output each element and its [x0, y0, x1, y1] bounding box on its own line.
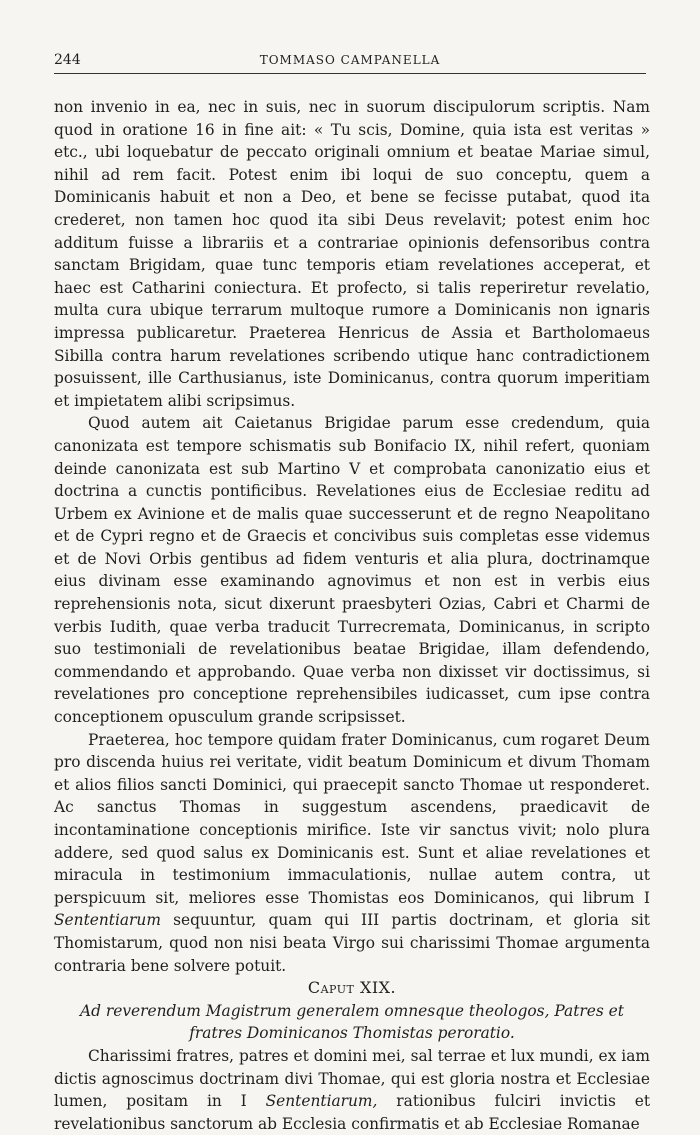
chapter-subtitle: Ad reverendum Magistrum generalem omnesque theologos, Patres et fratres Dominicanos Thomistas peroratio. — [80, 1001, 624, 1043]
paragraph-4 — [54, 1045, 650, 1135]
running-head: TOMMASO CAMPANELLA — [259, 53, 441, 67]
paragraph-4-italic: Sententiarum, — [265, 1092, 378, 1111]
paragraph-2: Quod autem ait Caietanus Brigidae parum esse credendum, quia canonizata est tempore schismatis sub Bonifacio IX, nihil refert, quoniam deinde canonizata est sub Martino V et comprobata canonizatio eius et doctrina a cunctis pontificibus. Revelationes eius de Ecclesiae reditu ad Urbem ex Avinione et de malis quae successerunt et de regno Neapolitano et de Cypri regno et de Graecis et concivibus suis completas esse videmus et de Novi Orbis gentibus ad fidem venturis et alia plura, doctrinamque eius divinam esse examinando agnovimus et non est in verbis eius reprehensionis nota, sicut dixerunt praesbyteri Ozias, Cabri et Charmi de verbis Iudith, quae verba traducit Turrecremata, Dominicanus, in scripto suo testimoniali de revelationibus beatae Brigidae, illam defendendo, commendando et approbando. Quae verba non dixisset vir doctissimus, si revelationes pro conceptione reprehensibiles iudicasset, cum ipse contra conceptionem opusculum grande scripsisset. — [54, 414, 650, 727]
header-rule — [54, 73, 646, 74]
paragraph-4-text-b: rationibus fulciri invictis et revelationibus sanctorum ab Ecclesia confirmatis et ab Ecclesiae Romanae — [54, 1092, 650, 1133]
page-header — [54, 50, 646, 70]
paragraph-3-text-b: sequuntur, quam qui III partis doctrinam, et gloria sit Thomistarum, quod non nisi beata Virgo sui charissimi Thomae argumenta contraria bene solvere potuit. — [54, 911, 650, 975]
paragraph-3-italic: Sententiarum — [54, 911, 161, 930]
paragraph-3 — [54, 729, 650, 978]
paragraph-4-text-a: Charissimi fratres, patres et domini mei, sal terrae et lux mundi, ex iam dictis agnoscimus doctrinam divi Thomae, qui est gloria nostra et Ecclesiae lumen, positam in I — [54, 1046, 650, 1111]
paragraph-1: non invenio in ea, nec in suis, nec in suorum discipulorum scriptis. Nam quod in oratione 16 in fine ait: « Tu scis, Domine, quia ista est veritas » etc., ubi loquebatur de peccato originali omnium et beatae Mariae simul, nihil ad rem facit. Potest enim ibi loqui de suo conceptu, quem a Dominicanis habuit et non a Deo, et bene se fecisse putabat, quod ita crederet, non tamen hoc quod ita sibi Deus revelavit; potest enim hoc additum fuisse a librariis et a contrariae opinionis defensoribus contra sanctam Brigidam, quae tunc temporis etiam revelationes acceperat, et haec est Catharini coniectura. Et profecto, si talis reperiretur revelatio, multa cura ubique terrarum multoque rumore a Dominicanis non ignaris impressa publicaretur. Praeterea Henricus de Assia et Bartholomaeus Sibilla contra harum revelationes scribendo utique hanc contradictionem posuissent, ille Carthusianus, iste Dominicanus, contra quorum imperitiam et impietatem alibi scripsimus. — [54, 98, 650, 410]
body-text — [54, 96, 650, 1135]
chapter-heading: Caput XIX. — [307, 978, 397, 998]
paragraph-3-text-a: Praeterea, hoc tempore quidam frater Dominicanus, cum rogaret Deum pro discenda huius rei veritate, vidit beatum Dominicum et divum Thomam et alios filios sancti Dominici, qui praecepit sancto Thomae ut responderet. Ac sanctus Thomas in suggestum ascendens, praedicavit de incontaminatione conceptionis mirifice. Iste vir sanctus vivit; nolo plura addere, sed quod salus ex Dominicanis est. Sunt et aliae revelationes et miracula in testimonium immaculationis, nullae autem contra, ut perspicuum sit, meliores esse Thomistas eos Dominicanos, qui librum I — [54, 730, 650, 907]
page-number: 244 — [54, 52, 81, 68]
